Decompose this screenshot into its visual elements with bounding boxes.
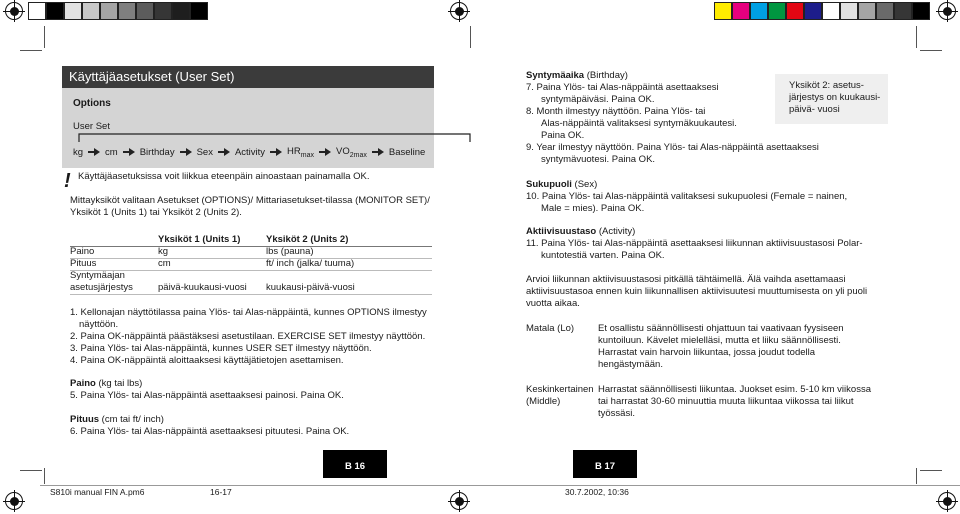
arrow-right-icon <box>88 148 100 156</box>
color-swatch <box>876 2 894 20</box>
slug-pages: 16-17 <box>210 487 232 497</box>
activity-heading: Aktiivisuustaso <box>526 226 597 237</box>
options-menu-diagram <box>62 88 434 168</box>
color-swatch <box>64 2 82 20</box>
color-swatch <box>840 2 858 20</box>
table-header-units1: Yksiköt 1 (Units 1) <box>158 234 241 245</box>
level-label: Matala (Lo) <box>526 323 575 334</box>
color-swatch <box>714 2 732 20</box>
page-number-tab: B 16 <box>323 450 387 478</box>
step-item: 2. Paina OK-näppäintä päästäksesi asetustilaan. EXERCISE SET ilmestyy näyttöön. <box>70 331 426 342</box>
crop-mark <box>470 26 471 48</box>
table-cell: Paino <box>70 246 95 257</box>
registration-mark-icon <box>938 492 956 510</box>
step-item: 6. Paina Ylös- tai Alas-näppäintä asettaaksesi pituutesi. Paina OK. <box>70 426 350 437</box>
section-title: Käyttäjäasetukset (User Set) <box>62 66 434 88</box>
color-swatch <box>858 2 876 20</box>
crop-mark <box>44 26 45 48</box>
color-swatch <box>768 2 786 20</box>
activity-advice: Arvioi liikunnan aktiivisuustasosi pitkällä tähtäimellä. Älä vaihda asettamaasi aktiivisuustasoa ennen kuin liikunnallisen aktiivisuutesi muuttumisesta on yli puoli vuotta aikaa. <box>526 274 868 309</box>
table-cell: Pituus <box>70 258 97 269</box>
crop-mark <box>916 468 917 484</box>
arrow-right-icon <box>319 148 331 156</box>
units-note: Yksiköt 2: asetus- järjestys on kuukausi- päivä- vuosi <box>775 74 888 124</box>
activity-section: Aktiivisuustaso (Activity) 11. Paina Ylös- tai Alas-näppäintä asettaaksesi liikunnan aktiivisuustasosi Polar- kuntotestiä varten. Paina OK. <box>526 226 863 261</box>
color-swatch <box>786 2 804 20</box>
grayscale-color-bar <box>28 2 208 20</box>
table-cell: kuukausi-päivä-vuosi <box>266 282 355 293</box>
crop-mark <box>920 50 942 51</box>
flow-step: cm <box>105 146 118 158</box>
color-swatch <box>912 2 930 20</box>
table-cell: päivä-kuukausi-vuosi <box>158 282 247 293</box>
table-cell: cm <box>158 258 171 269</box>
level-label: Keskinkertainen (Middle) <box>526 384 594 407</box>
arrow-right-icon <box>372 148 384 156</box>
arrow-right-icon <box>180 148 192 156</box>
color-swatch <box>190 2 208 20</box>
level-description: Harrastat säännöllisesti liikuntaa. Juokset esim. 5-10 km viikossa tai harrastat 30-60 minuuttia muuta liikuntaa viikossa tai liikut työssäsi. <box>598 384 871 419</box>
units-intro: Mittayksiköt valitaan Asetukset (OPTIONS)/ Mittariasetukset-tilassa (MONITOR SET)/ Yksiköt 1 (Units 1) tai Yksiköt 2 (Units 2). <box>70 195 430 218</box>
cmyk-color-bar <box>714 2 930 20</box>
weight-heading: Paino <box>70 378 96 389</box>
flow-step: $VO_{2max}$ <box>336 146 367 159</box>
sex-heading: Sukupuoli <box>526 179 572 190</box>
warning-icon: ! <box>64 170 71 192</box>
step-item: 4. Paina OK-näppäintä aloittaaksesi käyttäjätietojen asettamisen. <box>70 355 344 366</box>
height-section: Pituus (cm tai ft/ inch) 6. Paina Ylös- tai Alas-näppäintä asettaaksesi pituutesi. Paina OK. <box>70 414 350 437</box>
color-swatch <box>100 2 118 20</box>
level-description: Et osallistu säännöllisesti ohjattuun tai vaativaan fyysiseen kuntoiluun. Kävelet mielelläsi, mutta et liiku säännöllisesti. Harrastat vain harvoin liikuntaa, jossa joudut todella hengästymään. <box>598 323 844 370</box>
registration-mark-icon <box>938 2 956 20</box>
flow-step: kg <box>73 146 84 158</box>
color-swatch <box>750 2 768 20</box>
crop-mark <box>20 50 42 51</box>
table-cell: Syntymäajan <box>70 270 125 281</box>
slug-rule <box>40 485 960 486</box>
flow-bracket <box>77 132 472 142</box>
arrow-right-icon <box>123 148 135 156</box>
step-item: 1. Kellonajan näyttötilassa paina Ylös- tai Alas-näppäintä, kunnes OPTIONS ilmestyy <box>70 307 427 318</box>
color-swatch <box>804 2 822 20</box>
steps-list <box>70 307 427 367</box>
table-cell: ft/ inch (jalka/ tuuma) <box>266 258 355 269</box>
step-item: 5. Paina Ylös- tai Alas-näppäintä asettaaksesi painosi. Paina OK. <box>70 390 344 401</box>
registration-mark-icon <box>5 2 23 20</box>
color-swatch <box>822 2 840 20</box>
color-swatch <box>172 2 190 20</box>
page-number-tab: B 17 <box>573 450 637 478</box>
sex-section: Sukupuoli (Sex) 10. Paina Ylös- tai Alas-näppäintä valitaksesi sukupuolesi (Female = nainen, Male = mies). Paina OK. <box>526 179 848 214</box>
color-swatch <box>82 2 100 20</box>
flow-step: Sex <box>196 146 213 158</box>
height-heading: Pituus <box>70 414 100 425</box>
registration-mark-icon <box>450 492 468 510</box>
birthday-heading: Syntymäaika <box>526 70 585 81</box>
color-swatch <box>46 2 64 20</box>
table-cell: kg <box>158 246 169 257</box>
table-cell: lbs (pauna) <box>266 246 314 257</box>
table-cell: asetusjärjestys <box>70 282 133 293</box>
crop-mark <box>920 470 942 471</box>
color-swatch <box>118 2 136 20</box>
slug-date: 30.7.2002, 10:36 <box>565 487 629 497</box>
color-swatch <box>136 2 154 20</box>
registration-mark-icon <box>450 2 468 20</box>
color-swatch <box>154 2 172 20</box>
color-swatch <box>732 2 750 20</box>
flow-step: Baseline <box>388 146 426 158</box>
crop-mark <box>20 470 42 471</box>
user-set-label: User Set <box>73 121 110 132</box>
arrow-right-icon <box>218 148 230 156</box>
warning-text: Käyttäjäasetuksissa voit liikkua eteenpäin ainoastaan painamalla OK. <box>78 171 370 182</box>
registration-mark-icon <box>5 492 23 510</box>
crop-mark <box>916 26 917 48</box>
step-item: 3. Paina Ylös- tai Alas-näppäintä, kunnes USER SET ilmestyy näyttöön. <box>70 343 372 354</box>
arrow-right-icon <box>270 148 282 156</box>
flow-step: Birthday <box>139 146 175 158</box>
color-swatch <box>894 2 912 20</box>
birthday-section: Syntymäaika (Birthday) 7. Paina Ylös- tai Alas-näppäintä asettaaksesi syntymäpäiväsi. Paina OK. 8. Month ilmestyy näyttöön. Paina Ylös- tai Alas-näppäintä valitaksesi syntymäkuukautesi. Paina OK. 9. Year ilmestyy näyttöön. Paina Ylös- tai Alas-näppäintä asettaaksesi syntymävuotesi. Paina OK. <box>526 70 819 165</box>
slug-filename: S810i manual FIN A.pm6 <box>50 487 145 497</box>
user-set-flow <box>73 146 425 159</box>
table-header-units2: Yksiköt 2 (Units 2) <box>266 234 349 245</box>
color-swatch <box>28 2 46 20</box>
options-heading: Options <box>73 98 111 109</box>
weight-section: Paino (kg tai lbs) 5. Paina Ylös- tai Alas-näppäintä asettaaksesi painosi. Paina OK. <box>70 378 344 401</box>
flow-step: Activity <box>234 146 266 158</box>
flow-step: $HR_{max}$ <box>287 146 315 159</box>
crop-mark <box>44 468 45 484</box>
step-item: näyttöön. <box>79 319 119 330</box>
